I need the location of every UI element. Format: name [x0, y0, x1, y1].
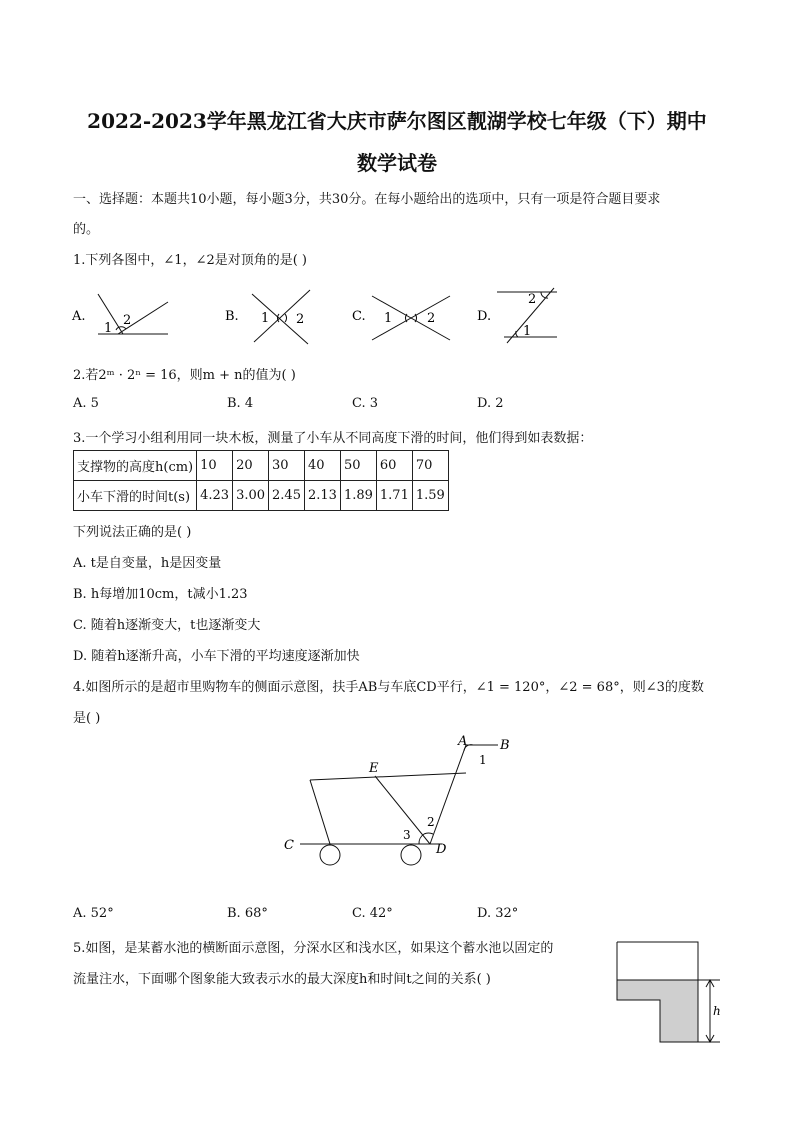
- q5-stem-line1: 5.如图，是某蓄水池的横断面示意图，分深水区和浅水区，如果这个蓄水池以固定的: [73, 941, 554, 956]
- angle-1-label: 1: [479, 753, 487, 767]
- q4-option-d: D. 32°: [477, 906, 519, 921]
- point-e-label: E: [369, 761, 379, 776]
- table-cell: 1.71: [376, 481, 412, 511]
- q1-option-d-label: D.: [477, 309, 492, 324]
- reservoir-figure: [610, 935, 730, 1050]
- q1-figures: [60, 282, 580, 347]
- q2-option-d: D. 2: [477, 396, 504, 411]
- table-row: [74, 451, 449, 481]
- table-cell: 4.23: [197, 481, 233, 511]
- table-cell: 70: [412, 451, 448, 481]
- q3-option-a: A. t是自变量，h是因变量: [73, 556, 222, 571]
- q1-b-angle2: 2: [296, 312, 305, 327]
- point-b-label: B: [500, 738, 510, 753]
- q1-option-c-label: C.: [352, 309, 366, 324]
- q3-stem: 3.一个学习小组利用同一块木板，测量了小车从不同高度下滑的时间，他们得到如表数据：: [73, 431, 593, 446]
- q1-option-a-label: A.: [72, 309, 86, 324]
- table-cell: 2.13: [304, 481, 340, 511]
- table-row: [74, 481, 449, 511]
- q2-option-b: B. 4: [227, 396, 254, 411]
- section-intro-line2: 的。: [73, 222, 100, 237]
- q2-option-c: C. 3: [352, 396, 379, 411]
- shopping-cart-svg: [280, 732, 520, 872]
- q4-option-b: B. 68°: [227, 906, 268, 921]
- q3-option-b: B. h每增加10cm，t减小1.23: [73, 587, 248, 602]
- section-intro-line1: 一、选择题：本题共10小题，每小题3分，共30分。在每小题给出的选项中，只有一项是符合题目要求: [73, 192, 661, 207]
- q1-stem: 1.下列各图中，∠1，∠2是对顶角的是( ): [73, 253, 308, 268]
- table-row-header: 小车下滑的时间t(s): [74, 481, 197, 511]
- reservoir-svg: [610, 935, 730, 1050]
- angle-3-label: 3: [403, 828, 411, 842]
- page-title-line1: 2022-2023学年黑龙江省大庆市萨尔图区靓湖学校七年级（下）期中: [87, 109, 707, 133]
- q2-stem: 2.若2ᵐ · 2ⁿ = 16，则m + n的值为( ): [73, 368, 296, 383]
- table-cell: 30: [269, 451, 305, 481]
- table-cell: 20: [233, 451, 269, 481]
- point-d-label: D: [436, 842, 447, 857]
- q1-a-angle1: 1: [104, 321, 113, 336]
- q4-option-c: C. 42°: [352, 906, 393, 921]
- q1-c-angle2: 2: [427, 311, 436, 326]
- q3-option-d: D. 随着h逐渐升高，小车下滑的平均速度逐渐加快: [73, 649, 360, 664]
- q1-c-angle1: 1: [384, 311, 393, 326]
- q5-stem-line2: 流量注水，下面哪个图象能大致表示水的最大深度h和时间t之间的关系( ): [73, 972, 491, 987]
- q4-stem-line2: 是( ): [73, 711, 101, 726]
- point-c-label: C: [284, 838, 294, 853]
- page-title-line2: 数学试卷: [357, 151, 437, 175]
- q3-prompt: 下列说法正确的是( ): [73, 525, 192, 540]
- table-cell: 50: [340, 451, 376, 481]
- table-cell: 1.89: [340, 481, 376, 511]
- table-cell: 10: [197, 451, 233, 481]
- shopping-cart-figure: [280, 732, 520, 872]
- q4-option-a: A. 52°: [73, 906, 114, 921]
- table-cell: 2.45: [269, 481, 305, 511]
- table-row-header: 支撑物的高度h(cm): [74, 451, 197, 481]
- q1-figures-svg: [60, 282, 580, 347]
- table-cell: 60: [376, 451, 412, 481]
- q1-b-angle1: 1: [261, 311, 270, 326]
- point-a-label: A: [458, 734, 468, 749]
- q1-d-angle2: 2: [528, 292, 537, 307]
- q3-option-c: C. 随着h逐渐变大，t也逐渐变大: [73, 618, 261, 633]
- q3-data-table: [73, 450, 449, 511]
- q4-stem-line1: 4.如图所示的是超市里购物车的侧面示意图，扶手AB与车底CD平行，∠1 = 120°，∠2 = 68°，则∠3的度数: [73, 680, 704, 695]
- q2-option-a: A. 5: [73, 396, 99, 411]
- depth-h-label: h: [713, 1004, 721, 1018]
- table-cell: 40: [304, 451, 340, 481]
- angle-2-label: 2: [427, 815, 435, 829]
- table-cell: 3.00: [233, 481, 269, 511]
- q1-d-angle1: 1: [523, 324, 532, 339]
- q1-a-angle2: 2: [123, 313, 132, 328]
- q1-option-b-label: B.: [225, 309, 239, 324]
- table-cell: 1.59: [412, 481, 448, 511]
